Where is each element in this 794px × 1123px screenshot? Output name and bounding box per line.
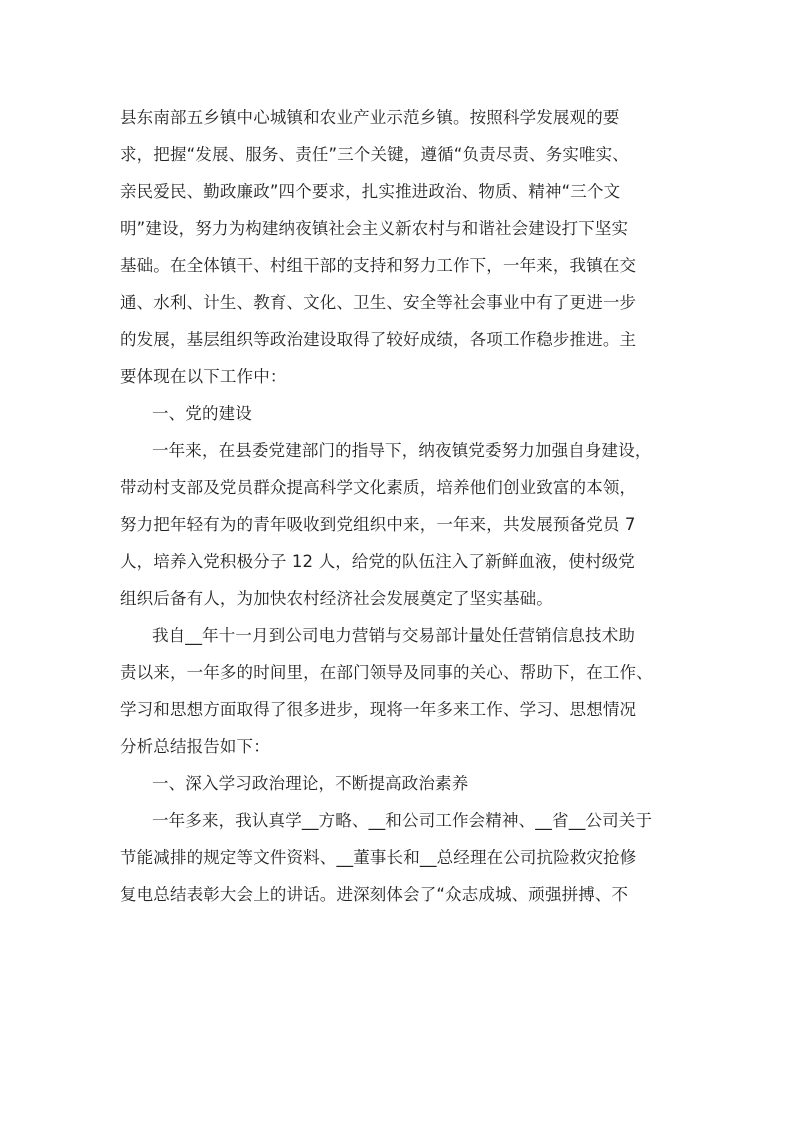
body-text-line: 的发展，基层组织等政治建设取得了较好成绩，各项工作稳步推进。主: [120, 330, 637, 349]
section-heading: 一、党的建设: [152, 404, 252, 423]
body-text-line: 一年多来，我认真学__方略、__和公司工作会精神、__省__公司关于: [152, 811, 653, 830]
section-heading: 一、深入学习政治理论，不断提高政治素养: [152, 774, 469, 793]
body-text-line: 节能减排的规定等文件资料、__董事长和__总经理在公司抗险救灾抢修: [120, 848, 637, 867]
body-text-line: 要体现在以下工作中：: [120, 367, 287, 386]
body-text-line: 一年来，在县委党建部门的指导下，纳夜镇党委努力加强自身建设，: [152, 441, 652, 460]
body-text-line: 复电总结表彰大会上的讲话。进深刻体会了“众志成城、顽强拼搏、不: [120, 885, 629, 904]
body-text-line: 明”建设，努力为构建纳夜镇社会主义新农村与和谐社会建设打下坚实: [120, 219, 629, 238]
body-text-line: 通、水利、计生、教育、文化、卫生、安全等社会事业中有了更进一步: [120, 293, 637, 312]
body-text-line: 求，把握“发展、服务、责任”三个关键，遵循“负责尽责、务实唯实、: [120, 145, 629, 164]
body-text-line: 组织后备有人，为加快农村经济社会发展奠定了坚实基础。: [120, 589, 553, 608]
body-text-line: 我自__年十一月到公司电力营销与交易部计量处任营销信息技术助: [152, 626, 635, 645]
body-text-line: 亲民爱民、勤政廉政”四个要求，扎实推进政治、物质、精神“三个文: [120, 182, 621, 201]
body-text-line: 带动村支部及党员群众提高科学文化素质，培养他们创业致富的本领，: [120, 478, 637, 497]
body-text-line: 学习和思想方面取得了很多进步，现将一年多来工作、学习、思想情况: [120, 700, 637, 719]
body-text-line: 人，培养入党积极分子 12 人，给党的队伍注入了新鲜血液，使村级党: [120, 552, 635, 571]
body-text-line: 努力把年轻有为的青年吸收到党组织中来，一年来，共发展预备党员 7: [120, 515, 636, 534]
body-text-line: 责以来，一年多的时间里，在部门领导及同事的关心、帮助下，在工作、: [120, 663, 653, 682]
body-text-line: 基础。在全体镇干、村组干部的支持和努力工作下，一年来，我镇在交: [120, 256, 637, 275]
body-text-line: 县东南部五乡镇中心城镇和农业产业示范乡镇。按照科学发展观的要: [120, 108, 620, 127]
body-text-line: 分析总结报告如下：: [120, 737, 270, 756]
